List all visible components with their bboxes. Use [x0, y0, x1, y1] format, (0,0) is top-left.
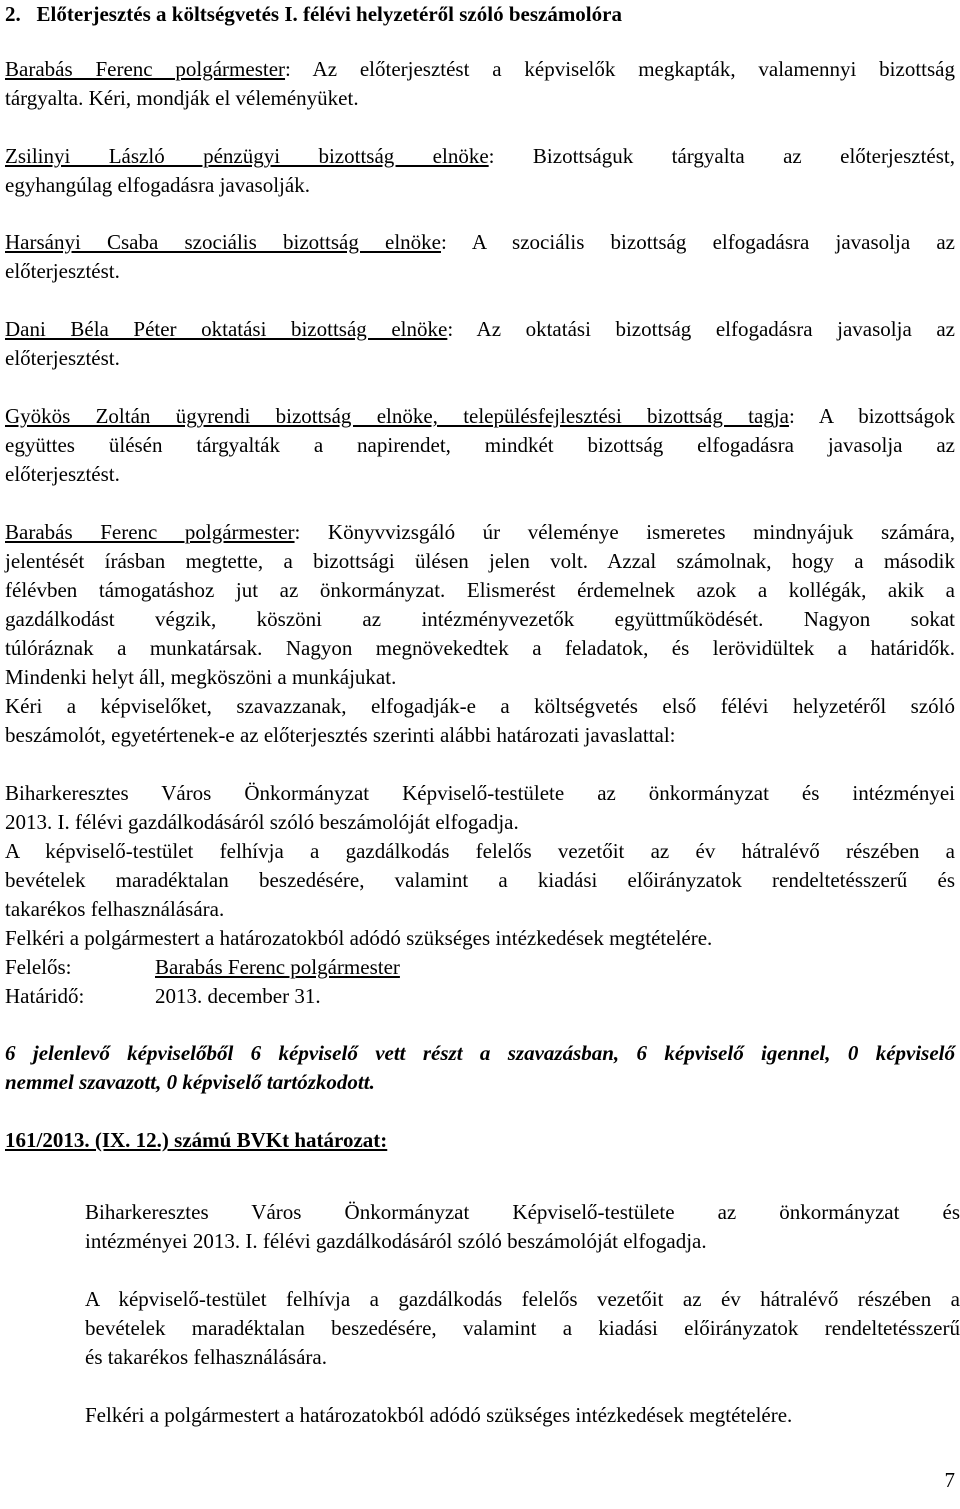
speaker-name: Dani Béla Péter oktatási bizottság elnöke — [5, 317, 448, 341]
paragraph-line: Kéri a képviselőket, szavazzanak, elfogadják-e a költségvetés első félévi helyzetéről szóló — [5, 694, 955, 718]
page-number: 7 — [944, 1468, 955, 1492]
paragraph-line: beszámolót, egyetértenek-e az előterjesztés szerinti alábbi határozati javaslattal: — [5, 723, 676, 747]
paragraph-line: előterjesztést. — [5, 462, 120, 486]
responsible-value: Barabás Ferenc polgármester — [155, 955, 400, 979]
paragraph-social-committee — [5, 228, 955, 286]
resolution-title — [5, 1126, 955, 1155]
paragraph-line: tárgyalta. Kéri, mondják el véleményüket. — [5, 86, 359, 110]
paragraph-line: egyhangúlag elfogadásra javasolják. — [5, 173, 310, 197]
paragraph-line: Felkéri a polgármestert a határozatokból adódó szükséges intézkedések megtételére. — [5, 926, 713, 950]
speaker-name: Gyökös Zoltán ügyrendi bizottság elnöke, településfejlesztési bizottság tagja — [5, 404, 789, 428]
responsible-label: Felelős: — [5, 955, 72, 979]
paragraph-line: Biharkeresztes Város Önkormányzat Képviselő-testülete az önkormányzat és — [85, 1200, 960, 1224]
paragraph-line: félévben támogatáshoz jut az önkormányzat. Elismerést érdemelnek azok a kollégák, akik a — [5, 578, 955, 602]
resolution-proposal — [5, 779, 955, 1011]
paragraph-line: és takarékos felhasználására. — [85, 1345, 327, 1369]
paragraph-line: : Az előterjesztést a képviselők megkapták, valamennyi bizottság — [285, 57, 955, 81]
paragraph-line: bevételek maradéktalan beszedésére, valamint a kiadási előirányzatok rendeltetésszerű és — [5, 868, 955, 892]
paragraph-line: Biharkeresztes Város Önkormányzat Képviselő-testülete az önkormányzat és intézményei — [5, 781, 955, 805]
paragraph-line: 2013. I. félévi gazdálkodásáról szóló beszámolóját elfogadja. — [5, 810, 519, 834]
speaker-name: Barabás Ferenc polgármester — [5, 57, 286, 81]
resolution-text-2 — [85, 1285, 960, 1372]
speaker-name: Barabás Ferenc polgármester — [5, 520, 295, 544]
paragraph-line: : A szociális bizottság elfogadásra javasolja az — [441, 230, 956, 254]
paragraph-education-committee — [5, 315, 955, 373]
paragraph-line: takarékos felhasználására. — [5, 897, 225, 921]
agenda-heading — [5, 0, 955, 29]
paragraph-line: 6 jelenlevő képviselőből 6 képviselő vett részt a szavazásban, 6 képviselő igennel, 0 képviselő — [5, 1041, 955, 1065]
paragraph-line: előterjesztést. — [5, 346, 120, 370]
vote-result — [5, 1039, 955, 1097]
paragraph-line: A képviselő-testület felhívja a gazdálkodás felelős vezetőit az év hátralévő részében a — [5, 839, 955, 863]
paragraph-line: bevételek maradéktalan beszedésére, valamint a kiadási előirányzatok rendeltetésszerű — [85, 1316, 960, 1340]
paragraph-line: : Az oktatási bizottság elfogadásra javasolja az — [447, 317, 955, 341]
paragraph-line: : A bizottságok — [788, 404, 956, 428]
responsible-row — [5, 953, 955, 982]
paragraph-line: A képviselő-testület felhívja a gazdálkodás felelős vezetőit az év hátralévő részében a — [85, 1287, 960, 1311]
paragraph-line: nemmel szavazott, 0 képviselő tartózkodott. — [5, 1070, 375, 1094]
paragraph-rules-committee — [5, 402, 955, 489]
paragraph-mayor-intro — [5, 55, 955, 113]
resolution-text-3 — [85, 1401, 960, 1430]
paragraph-line: intézményei 2013. I. félévi gazdálkodásáról szóló beszámolóját elfogadja. — [85, 1229, 707, 1253]
paragraph-line: : Bizottságuk tárgyalta az előterjesztést, — [488, 144, 955, 168]
paragraph-line: Felkéri a polgármestert a határozatokból adódó szükséges intézkedések megtételére. — [85, 1403, 793, 1427]
paragraph-line: túlóráznak a munkatársak. Nagyon megnövekedtek a feladatok, és lerövidültek a határidők. — [5, 636, 955, 660]
paragraph-line: együttes ülésén tárgyalták a napirendet, mindkét bizottság elfogadásra javasolja az — [5, 433, 955, 457]
heading-number: 2. — [5, 2, 21, 26]
paragraph-mayor-statement — [5, 518, 955, 750]
deadline-value: 2013. december 31. — [155, 984, 321, 1008]
speaker-name: Harsányi Csaba szociális bizottság elnöke — [5, 230, 441, 254]
deadline-row — [5, 982, 955, 1011]
paragraph-finance-committee — [5, 142, 955, 200]
paragraph-line: : Könyvvizsgáló úr véleménye ismeretes mindnyájuk számára, — [294, 520, 955, 544]
paragraph-line: jelentését írásban megtette, a bizottsági ülésen jelen volt. Azzal számolnak, hogy a második — [5, 549, 955, 573]
paragraph-line: előterjesztést. — [5, 259, 120, 283]
paragraph-line: gazdálkodást végzik, köszöni az intézményvezetők együttműködését. Nagyon sokat — [5, 607, 955, 631]
resolution-text-1 — [85, 1198, 960, 1256]
resolution-title-text: 161/2013. (IX. 12.) számú BVKt határozat: — [5, 1128, 388, 1152]
paragraph-line: Mindenki helyt áll, megköszöni a munkájukat. — [5, 665, 397, 689]
speaker-name: Zsilinyi László pénzügyi bizottság elnöke — [5, 144, 489, 168]
heading-title: Előterjesztés a költségvetés I. félévi helyzetéről szóló beszámolóra — [36, 2, 622, 26]
deadline-label: Határidő: — [5, 984, 85, 1008]
